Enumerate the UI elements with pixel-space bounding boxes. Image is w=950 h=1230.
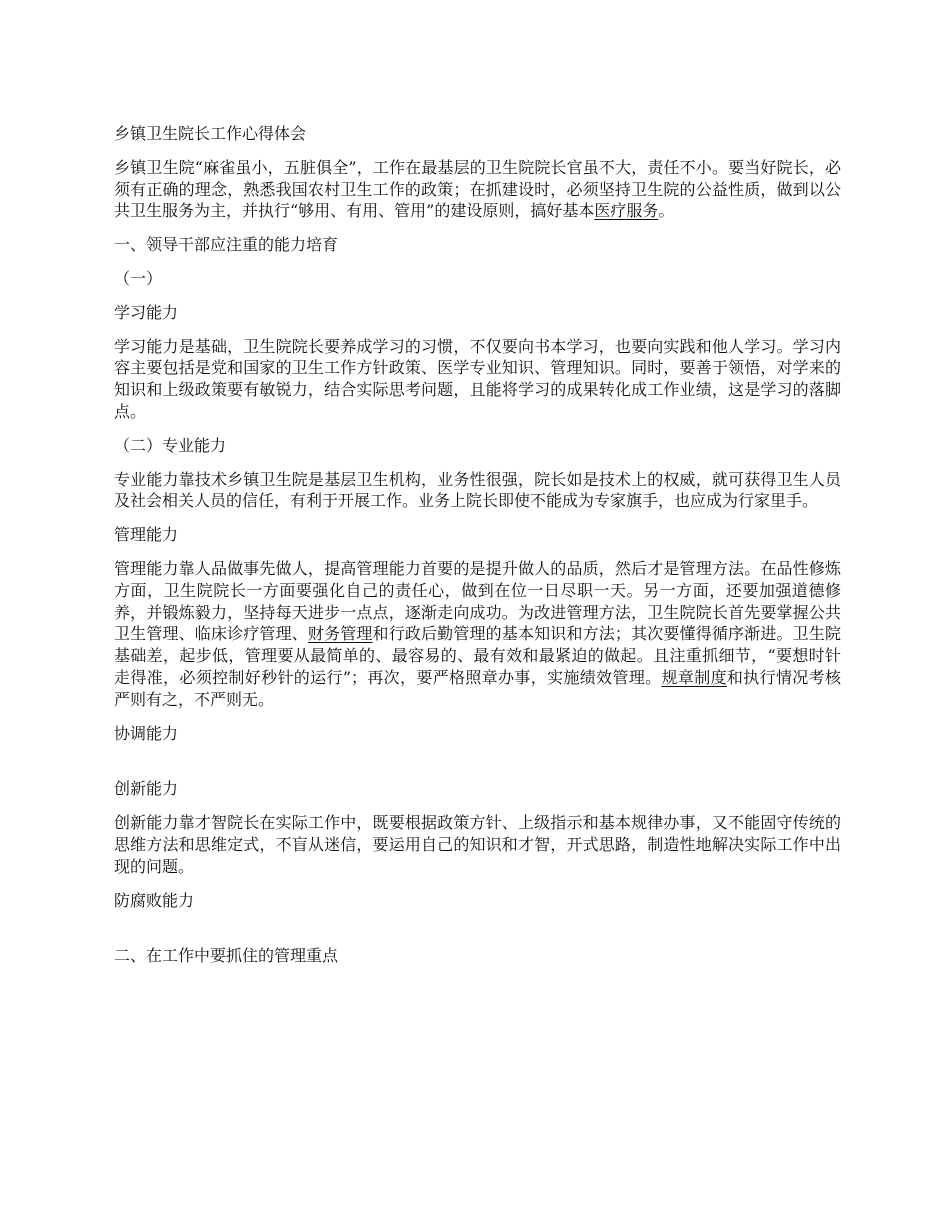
study-paragraph: 学习能力是基础，卫生院院长要养成学习的习惯，不仅要向书本学习，也要向实践和他人学习。学习内容主要包括是党和国家的卫生工作方针政策、医学专业知识、管理知识。同时，要善于领悟，对学来的知识和上级政策要有敏锐力，结合实际思考问题，且能将学习的成果转化成工作业绩，这是学习的落脚点。 bbox=[114, 336, 841, 421]
intro-text: 乡镇卫生院“麻雀虽小，五脏俱全”，工作在最基层的卫生院院长官虽不大，责任不小。要当好院长，必须有正确的理念，熟悉我国农村卫生工作的政策；在抓建设时，必须坚持卫生院的公益性质，做到以公共卫生服务为主，并执行“够用、有用、管用”的建设原则，搞好基本 bbox=[114, 157, 841, 221]
anticorruption-blank bbox=[114, 923, 841, 945]
regulations-link[interactable]: 规章制度 bbox=[661, 667, 727, 687]
coordination-heading: 协调能力 bbox=[114, 723, 179, 743]
innovation-paragraph: 创新能力靠才智院长在实际工作中，既要根据政策方针、上级指示和基本规律办事，又不能固守传统的思维方法和思维定式，不盲从迷信，要运用自己的知识和才智，开式思路，制造性地解决实际工作中出现的问题。 bbox=[114, 813, 841, 876]
management-text-1: 管理能力靠人品做事先做人，提高管理能力首要的是提升做人的品质，然后才是管理方法。在品性修炼方面，卫生院院长一方面要强化自己的责任心，做到在位一日尽职一天。另一方面，还要加强道德修养，并锻炼毅力，坚持每天进步一点点，逐渐走向成功。为改进管理方法，卫生院院长首先要掌握公共卫生管理、临床诊疗管理、 bbox=[114, 558, 841, 644]
management-heading: 管理能力 bbox=[114, 525, 179, 545]
sub1-marker: （一） bbox=[114, 268, 163, 288]
professional-paragraph: 专业能力靠技术乡镇卫生院是基层卫生机构，业务性很强，院长如是技术上的权威，就可获得卫生人员及社会相关人员的信任，有利于开展工作。业务上院长即使不能成为专家旗手，也应成为行家里手。 bbox=[114, 469, 841, 511]
study-heading: 学习能力 bbox=[114, 302, 179, 322]
section2-heading: 二、在工作中要抓住的管理重点 bbox=[114, 946, 339, 966]
management-paragraph bbox=[114, 558, 841, 711]
intro-paragraph bbox=[114, 157, 841, 222]
section1-heading: 一、领导干部应注重的能力培育 bbox=[114, 235, 339, 255]
intro-text-end: 。 bbox=[658, 201, 675, 221]
management-text-3: 和执行情况考核严则有之，不严则无。 bbox=[114, 667, 841, 709]
medical-service-link[interactable]: 医疗服务 bbox=[594, 201, 659, 221]
finance-management-link[interactable]: 财务管理 bbox=[307, 624, 373, 644]
document-page bbox=[114, 123, 841, 979]
document-title: 乡镇卫生院长工作心得体会 bbox=[114, 124, 307, 143]
professional-heading: （二）专业能力 bbox=[114, 435, 227, 455]
coordination-blank bbox=[114, 756, 841, 778]
anticorruption-heading: 防腐败能力 bbox=[114, 890, 195, 910]
management-text-2: 和行政后勤管理的基本知识和方法；其次要懂得循序渐进。卫生院基础差，起步低，管理要从最简单的、最容易的、最有效和最紧迫的做起。且注重抓细节，“要想时针走得准，必须控制好秒针的运行”；再次，要严格照章办事，实施绩效管理。 bbox=[114, 624, 841, 687]
innovation-heading: 创新能力 bbox=[114, 779, 179, 799]
